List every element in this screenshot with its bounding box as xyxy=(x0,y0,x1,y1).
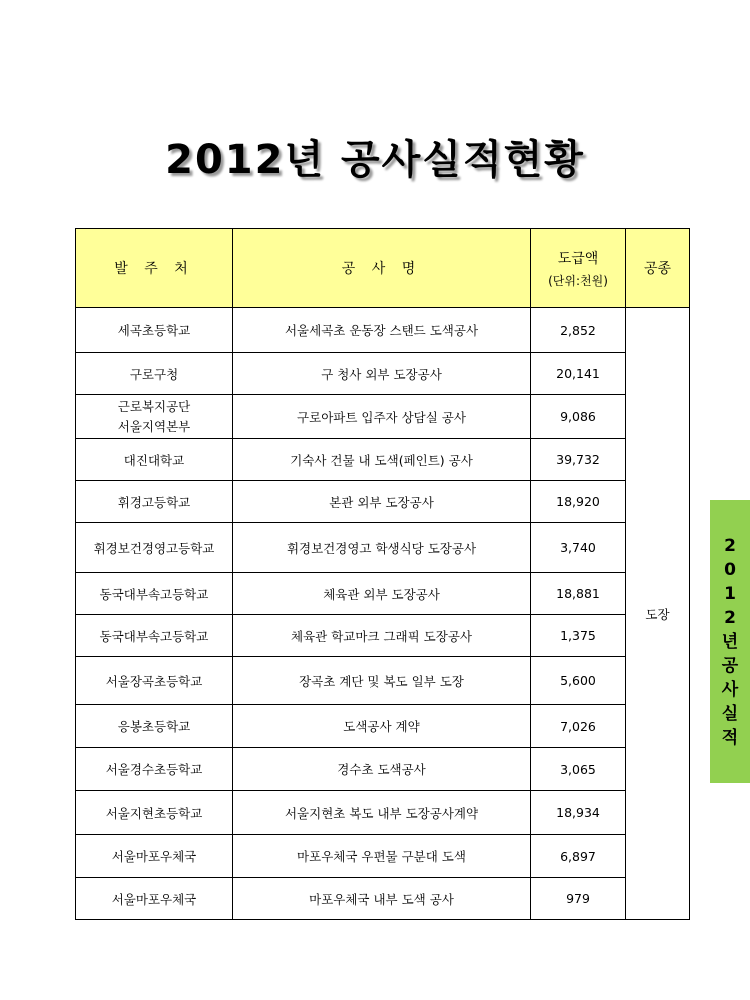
side-tab-char: 년 xyxy=(721,631,739,652)
cell-project: 본관 외부 도장공사 xyxy=(233,481,531,523)
table-row xyxy=(76,748,690,791)
table-row xyxy=(76,395,690,439)
side-tab-label xyxy=(710,500,750,783)
cell-amount: 6,897 xyxy=(531,835,626,878)
cell-client-line: 서울지역본부 xyxy=(117,418,191,434)
cell-client: 서울장곡초등학교 xyxy=(76,657,233,705)
cell-amount: 3,065 xyxy=(531,748,626,791)
cell-project: 체육관 외부 도장공사 xyxy=(233,573,531,615)
cell-project: 경수초 도색공사 xyxy=(233,748,531,791)
cell-amount: 18,934 xyxy=(531,791,626,835)
table-row xyxy=(76,481,690,523)
side-tab-char: 0 xyxy=(724,559,736,580)
cell-client: 세곡초등학교 xyxy=(76,308,233,353)
table-row xyxy=(76,523,690,573)
cell-client: 서울경수초등학교 xyxy=(76,748,233,791)
table-row xyxy=(76,791,690,835)
table-row xyxy=(76,615,690,657)
header-amount xyxy=(531,229,626,308)
cell-client xyxy=(76,395,233,439)
table-row xyxy=(76,835,690,878)
cell-client: 응봉초등학교 xyxy=(76,705,233,748)
table-row xyxy=(76,878,690,920)
cell-amount: 9,086 xyxy=(531,395,626,439)
cell-amount: 20,141 xyxy=(531,353,626,395)
work-record-table xyxy=(75,228,690,920)
cell-amount: 18,881 xyxy=(531,573,626,615)
cell-work-type: 도장 xyxy=(626,308,690,920)
cell-amount: 2,852 xyxy=(531,308,626,353)
cell-project: 도색공사 계약 xyxy=(233,705,531,748)
cell-client: 서울지현초등학교 xyxy=(76,791,233,835)
header-client: 발 주 처 xyxy=(76,229,233,308)
cell-project: 구 청사 외부 도장공사 xyxy=(233,353,531,395)
cell-amount: 5,600 xyxy=(531,657,626,705)
cell-amount: 39,732 xyxy=(531,439,626,481)
table-row xyxy=(76,705,690,748)
cell-project: 기숙사 건물 내 도색(페인트) 공사 xyxy=(233,439,531,481)
cell-client: 동국대부속고등학교 xyxy=(76,573,233,615)
cell-amount: 7,026 xyxy=(531,705,626,748)
cell-amount: 3,740 xyxy=(531,523,626,573)
header-amount-unit: (단위:천원) xyxy=(548,273,608,288)
table-row xyxy=(76,439,690,481)
cell-client: 서울마포우체국 xyxy=(76,878,233,920)
cell-client: 서울마포우체국 xyxy=(76,835,233,878)
cell-project: 마포우체국 우편물 구분대 도색 xyxy=(233,835,531,878)
side-tab-char: 적 xyxy=(721,727,739,748)
cell-amount: 979 xyxy=(531,878,626,920)
side-tab-char: 공 xyxy=(721,655,739,676)
side-tab-char: 실 xyxy=(721,703,739,724)
page-title: 2012년 공사실적현황 xyxy=(165,137,585,183)
header-amount-label: 도급액 xyxy=(557,250,599,267)
table-row xyxy=(76,573,690,615)
side-tab-char: 사 xyxy=(721,679,739,700)
cell-project: 휘경보건경영고 학생식당 도장공사 xyxy=(233,523,531,573)
side-tab-char: 2 xyxy=(724,535,736,556)
cell-amount: 18,920 xyxy=(531,481,626,523)
side-tab-char: 2 xyxy=(724,607,736,628)
cell-amount: 1,375 xyxy=(531,615,626,657)
header-project: 공 사 명 xyxy=(233,229,531,308)
header-work-type: 공종 xyxy=(626,229,690,308)
table-row xyxy=(76,353,690,395)
cell-project: 서울세곡초 운동장 스탠드 도색공사 xyxy=(233,308,531,353)
side-tab-char: 1 xyxy=(724,583,736,604)
cell-client: 구로구청 xyxy=(76,353,233,395)
cell-client: 휘경보건경영고등학교 xyxy=(76,523,233,573)
table-row xyxy=(76,657,690,705)
cell-project: 장곡초 계단 및 복도 일부 도장 xyxy=(233,657,531,705)
table-header-row xyxy=(76,229,690,308)
cell-project: 체육관 학교마크 그래픽 도장공사 xyxy=(233,615,531,657)
table-row xyxy=(76,308,690,353)
cell-client-line: 근로복지공단 xyxy=(117,398,191,414)
cell-client: 대진대학교 xyxy=(76,439,233,481)
cell-project: 서울지현초 복도 내부 도장공사계약 xyxy=(233,791,531,835)
cell-project: 구로아파트 입주자 상담실 공사 xyxy=(233,395,531,439)
cell-project: 마포우체국 내부 도색 공사 xyxy=(233,878,531,920)
cell-client: 동국대부속고등학교 xyxy=(76,615,233,657)
cell-client: 휘경고등학교 xyxy=(76,481,233,523)
